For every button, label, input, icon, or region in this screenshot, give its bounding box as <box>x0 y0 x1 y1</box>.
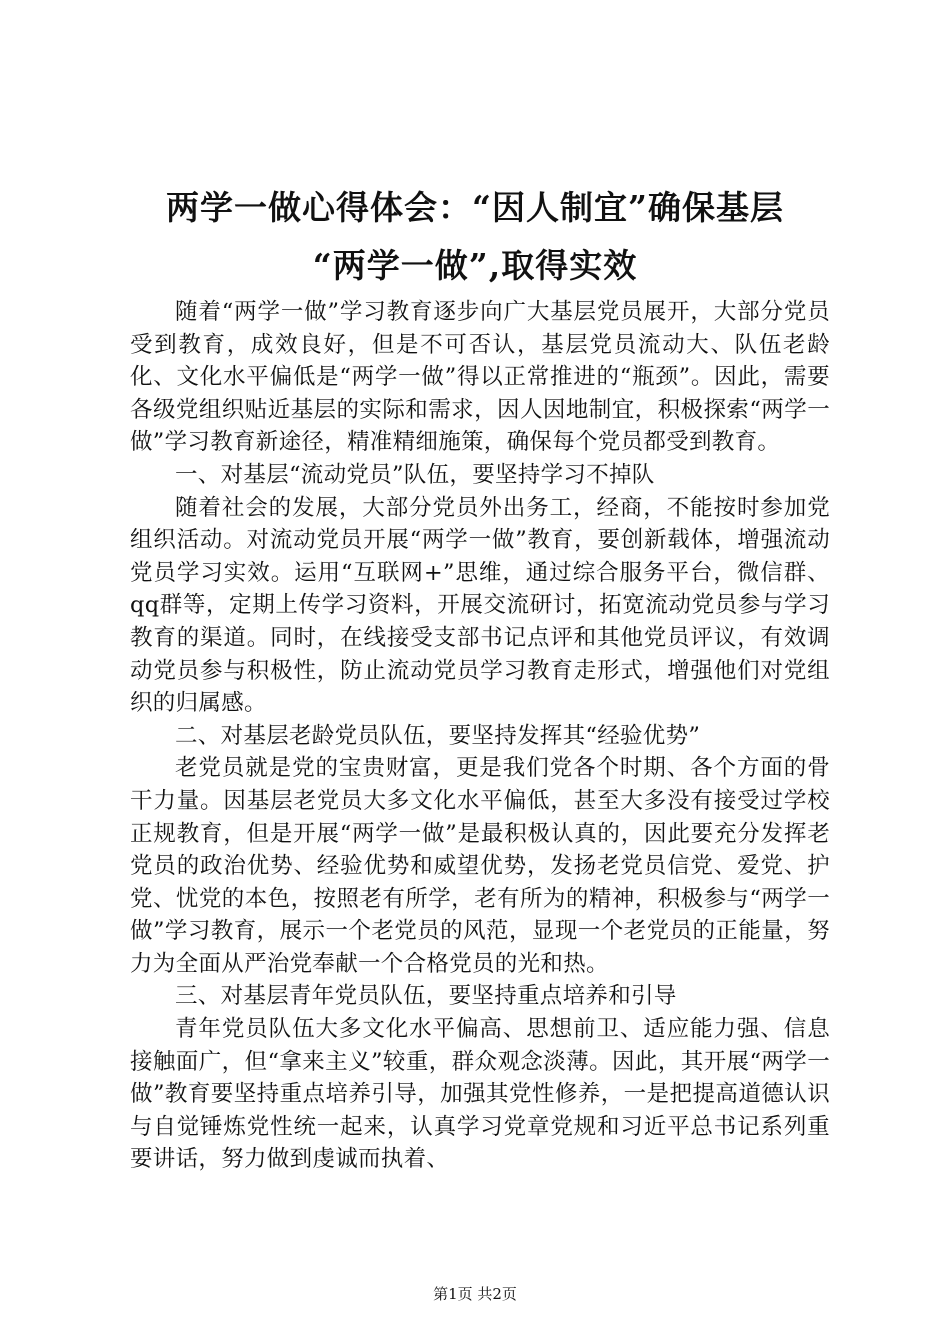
section-heading-1: 一、对基层“流动党员”队伍，要坚持学习不掉队 <box>175 461 655 488</box>
section-heading-3: 三、对基层青年党员队伍，要坚持重点培养和引导 <box>175 983 677 1010</box>
section-paragraph-1: 随着社会的发展，大部分党员外出务工，经商，不能按时参加党组织活动。对流动党员开展“两学一做”教育，要创新载体，增强流动党员学习实效。运用“互联网+”思维，通过综合服务平台，微信群、qq群等，定期上传学习资料，开展交流研讨，拓宽流动党员参与学习教育的渠道。同时，在线接受支部书记点评和其他党员评议，有效调动党员参与积极性，防止流动党员学习教育走形式，增强他们对党组织的归属感。 <box>130 494 830 717</box>
page-footer: 第1页 共2页 <box>433 1285 517 1303</box>
document-title-line-2: “两学一做”,取得实效 <box>312 246 638 285</box>
section-heading-2: 二、对基层老龄党员队伍，要坚持发挥其“经验优势” <box>175 722 701 749</box>
section-paragraph-2: 老党员就是党的宝贵财富，更是我们党各个时期、各个方面的骨干力量。因基层老党员大多文化水平偏低，甚至大多没有接受过学校正规教育，但是开展“两学一做”是最积极认真的，因此要充分发挥老党员的政治优势、经验优势和威望优势，发扬老党员信党、爱党、护党、忧党的本色，按照老有所学，老有所为的精神，积极参与“两学一做”学习教育，展示一个老党员的风范，显现一个老党员的正能量，努力为全面从严治党奉献一个合格党员的光和热。 <box>130 755 830 977</box>
document-body <box>130 296 830 1176</box>
section-paragraph-3: 青年党员队伍大多文化水平偏高、思想前卫、适应能力强、信息接触面广，但“拿来主义”较重，群众观念淡薄。因此，其开展“两学一做”教育要坚持重点培养引导，加强其党性修养，一是把提高道德认识与自觉锤炼党性统一起来，认真学习党章党规和习近平总书记系列重要讲话，努力做到虔诚而执着、 <box>130 1016 830 1173</box>
intro-paragraph: 随着“两学一做”学习教育逐步向广大基层党员展开，大部分党员受到教育，成效良好，但是不可否认，基层党员流动大、队伍老龄化、文化水平偏低是“两学一做”得以正常推进的“瓶颈”。因此，需要各级党组织贴近基层的实际和需求，因人因地制宜，积极探索“两学一做”学习教育新途径，精准精细施策，确保每个党员都受到教育。 <box>130 299 830 456</box>
document-title-line-1: 两学一做心得体会：“因人制宜”确保基层 <box>166 188 784 227</box>
